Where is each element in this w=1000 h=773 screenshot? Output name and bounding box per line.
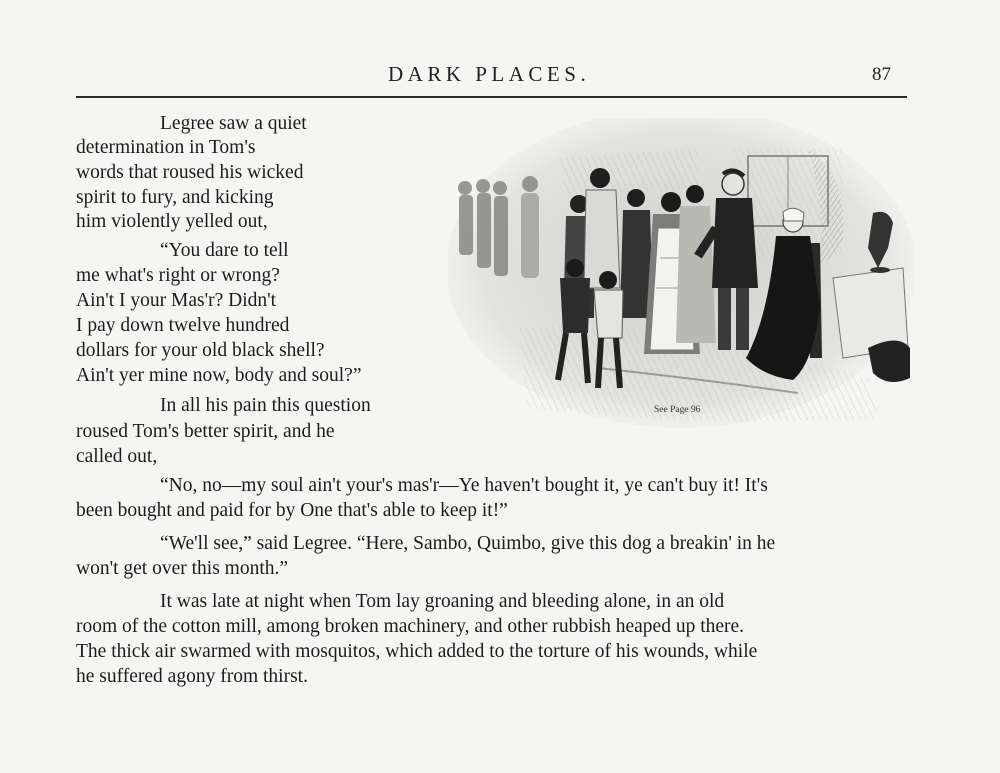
- body-line-22: he suffered agony from thirst.: [76, 666, 308, 687]
- running-header-title: DARK PLACES.: [388, 62, 591, 86]
- body-line-8: Ain't I your Mas'r? Didn't: [76, 290, 277, 311]
- body-line-19: It was late at night when Tom lay groaning and bleeding alone, in an old: [160, 591, 725, 612]
- body-line-4: spirit to fury, and kicking: [76, 187, 274, 208]
- body-line-3: words that roused his wicked: [76, 162, 304, 183]
- body-line-16: been bought and paid for by One that's able to keep it!”: [76, 500, 508, 521]
- body-line-17: “We'll see,” said Legree. “Here, Sambo, Quimbo, give this dog a breakin' in he: [160, 533, 776, 554]
- page-number: 87: [872, 64, 891, 85]
- body-line-1: Legree saw a quiet: [160, 113, 307, 134]
- body-line-2: determination in Tom's: [76, 137, 256, 158]
- body-line-18: won't get over this month.”: [76, 558, 289, 579]
- header-rule: [76, 96, 907, 98]
- body-line-13: roused Tom's better spirit, and he: [76, 421, 335, 442]
- engraving-illustration: [448, 118, 914, 430]
- body-line-20: room of the cotton mill, among broken machinery, and other rubbish heaped up there.: [76, 616, 745, 637]
- body-line-12: In all his pain this question: [160, 395, 371, 416]
- body-line-14: called out,: [76, 446, 158, 467]
- body-line-5: him violently yelled out,: [76, 211, 268, 232]
- body-line-9: I pay down twelve hundred: [76, 315, 290, 336]
- body-line-15: “No, no—my soul ain't your's mas'r—Ye haven't bought it, ye can't buy it! It's: [160, 475, 768, 496]
- illustration-caption: See Page 96: [654, 405, 701, 415]
- body-line-10: dollars for your old black shell?: [76, 340, 325, 361]
- body-line-6: “You dare to tell: [160, 240, 289, 261]
- body-line-21: The thick air swarmed with mosquitos, which added to the torture of his wounds, while: [76, 641, 758, 662]
- body-line-7: me what's right or wrong?: [76, 265, 280, 286]
- body-line-11: Ain't yer mine now, body and soul?”: [76, 365, 362, 386]
